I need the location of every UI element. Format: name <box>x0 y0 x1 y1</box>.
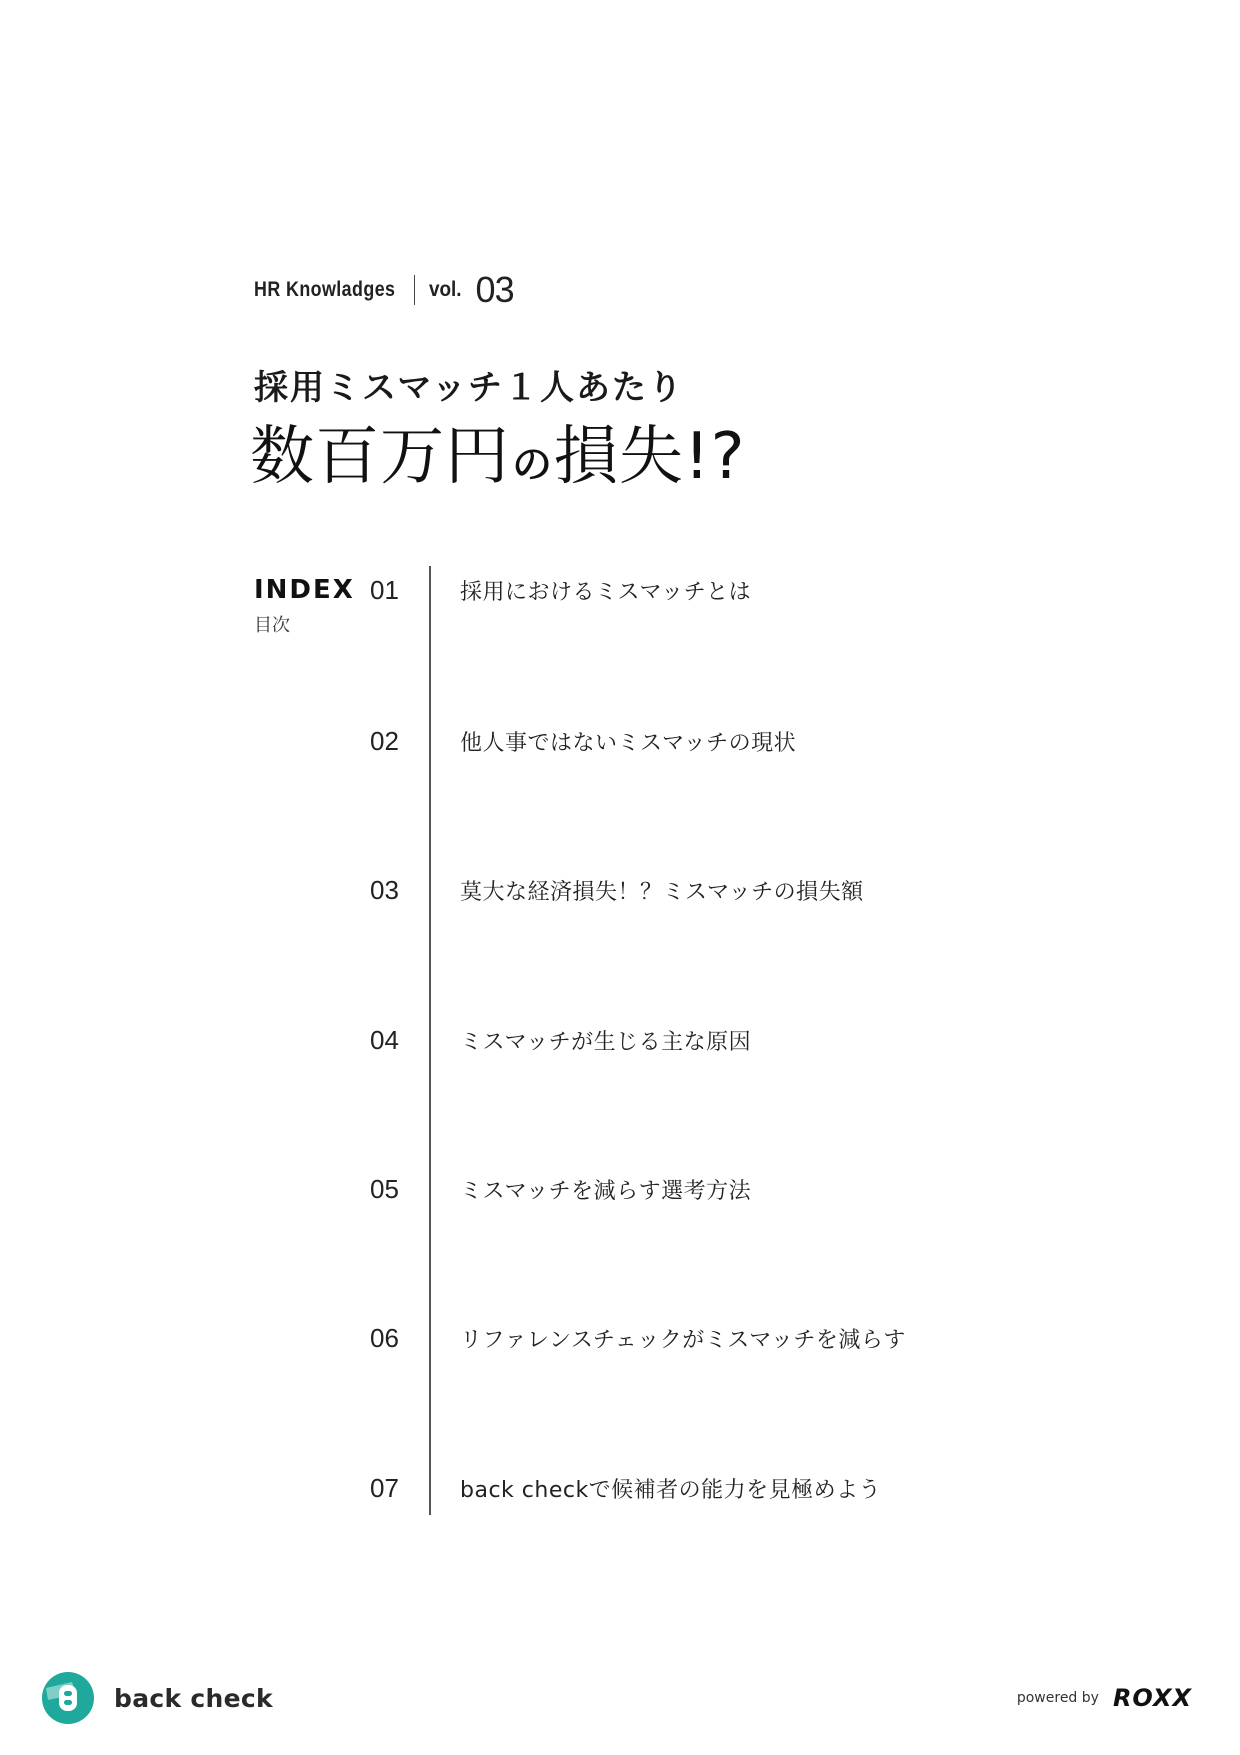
roxx-logo: ROXX <box>1112 1684 1192 1712</box>
toc-item-label: back checkで候補者の能力を見極めよう <box>460 1477 882 1503</box>
volume-number: 03 <box>475 269 514 310</box>
toc-item-number: 03 <box>370 874 399 905</box>
toc-item-number: 06 <box>370 1322 399 1353</box>
toc-item[interactable] <box>370 1020 751 1060</box>
toc-item[interactable] <box>370 870 864 910</box>
toc-item-label: 他人事ではないミスマッチの現状 <box>460 730 797 756</box>
toc-item-label: 莫大な経済損失！？ミスマッチの損失額 <box>460 879 864 905</box>
document-headline <box>250 405 746 497</box>
brand-name: back check <box>114 1683 273 1713</box>
series-divider <box>414 275 415 305</box>
toc-item-number: 02 <box>370 725 399 756</box>
toc-item[interactable] <box>370 1468 881 1508</box>
toc-item-number: 05 <box>370 1173 399 1204</box>
volume-label: vol. <box>429 278 462 301</box>
back-check-logo-icon <box>42 1672 94 1724</box>
brand-logo <box>42 1672 273 1724</box>
toc-item[interactable] <box>370 1318 906 1358</box>
toc-item[interactable] <box>370 570 751 610</box>
document-subtitle: 採用ミスマッチ１人あたり <box>254 368 684 408</box>
toc-item-label: ミスマッチを減らす選考方法 <box>460 1178 752 1204</box>
index-heading <box>254 575 355 637</box>
series-name: HR Knowladges <box>254 278 396 301</box>
powered-by-credit <box>1017 1684 1192 1712</box>
headline-part-2: 損失!? <box>554 420 746 494</box>
series-header <box>254 268 514 312</box>
toc-item-number: 07 <box>370 1472 399 1503</box>
toc-item-label: ミスマッチが生じる主な原因 <box>460 1029 752 1055</box>
powered-by-text: powered by <box>1016 1690 1099 1706</box>
headline-part-1: 数百万円 <box>250 420 510 494</box>
index-title: INDEX <box>254 575 355 605</box>
toc-item[interactable] <box>370 721 796 761</box>
toc-item[interactable] <box>370 1169 751 1209</box>
toc-item-number: 04 <box>370 1024 399 1055</box>
toc-item-label: 採用におけるミスマッチとは <box>460 579 752 605</box>
headline-particle: の <box>512 442 552 488</box>
toc-item-label: リファレンスチェックがミスマッチを減らす <box>460 1327 906 1353</box>
index-subtitle: 目次 <box>254 615 290 636</box>
toc-item-number: 01 <box>370 574 399 605</box>
